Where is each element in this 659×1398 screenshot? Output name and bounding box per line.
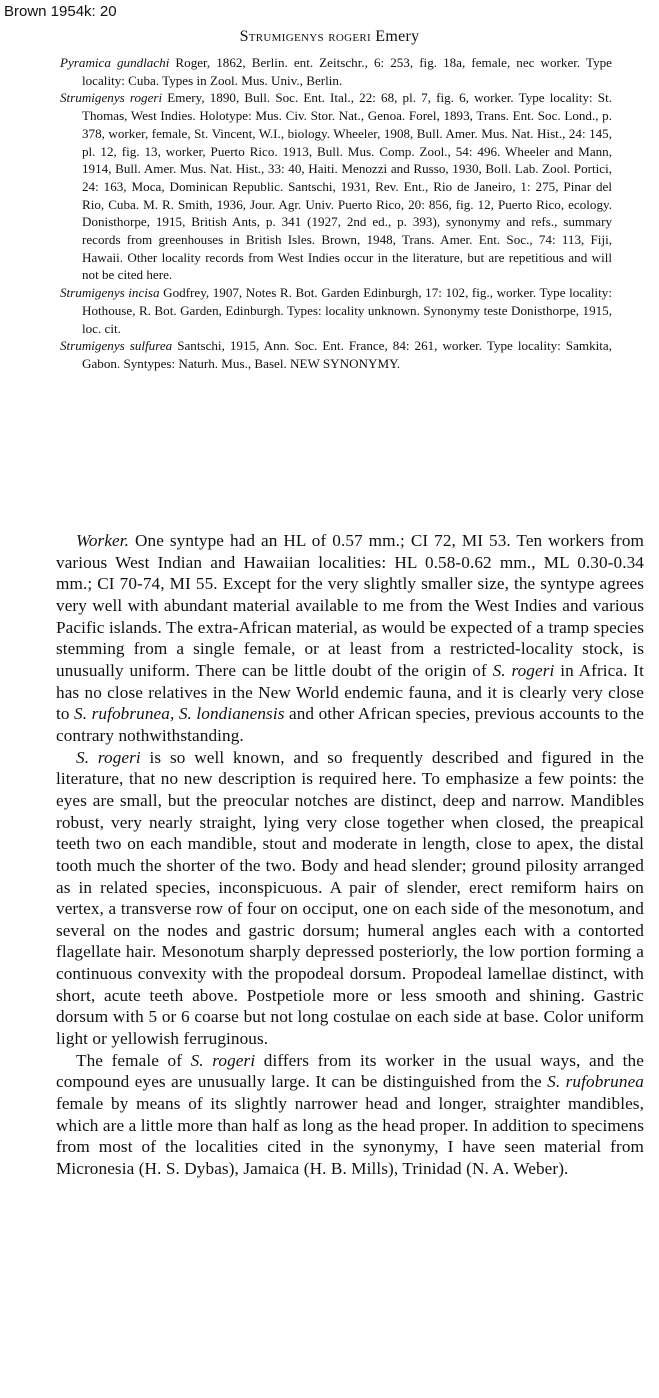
species-name: Strumigenys rogeri [239,28,371,45]
synonym-name: Pyramica gundlachi [60,55,170,70]
species-title [0,28,659,46]
species-ref: S. rogeri [492,660,555,680]
synonym-name: Strumigenys incisa [60,285,160,301]
species-ref: S. rogeri [190,1050,256,1070]
worker-heading: Worker. [76,531,130,550]
synonymy-entry [60,54,612,89]
worker-paragraph [56,530,644,747]
paragraph-text: The female of [76,1050,191,1070]
description-body [56,530,644,1180]
synonym-citation: Santschi, 1915, Ann. Soc. Ent. France, 84: 261, worker. Type locality: Samkita, Gabon. Syntypes: Naturh. Mus., Basel. NEW SYNONYMY. [82,338,612,371]
species-ref: S. rufobrunea [547,1072,644,1092]
species-ref: S. rogeri [76,747,141,767]
synonymy-entry [60,337,612,372]
synonym-citation: Roger, 1862, Berlin. ent. Zeitschr., 6: 253, fig. 18a, female, nec worker. Type locality: Cuba. Types in Zool. Mus. Univ., Berlin. [82,55,612,88]
paragraph-text: female by means of its slightly narrower head and longer, straighter mandibles, which are a little more than half as long as the head proper. In addition to specimens from most of the localities cited in the synonymy, I have seen material from Micronesia (H. S. Dybas), Jamaica (H. B. Mills), Trinidad (N. A. Weber). [56,1094,644,1179]
paragraph-text: is so well known, and so frequently described and figured in the literature, that no new description is required here. To emphasize a few points: the eyes are small, but the preocular notches are distinct, deep and narrow. Mandibles robust, very nearly straight, lying very close together when closed, the preapical teeth two on each mandible, stout and moderate in length, close to apex, the distal tooth much the shorter of the two. Body and head slender; ground pilosity arranged as in related species, inconspicuous. A pair of slender, erect remiform hairs on vertex, a transverse row of four on occiput, one on each side of the mesonotum, and several on the nodes and gastric dorsum; humeral angles each with a contorted flagellate hair. Mesonotum sharply depressed posteriorly, the low portion forming a continuous convexity with the propodeal dorsum. Propodeal lamellae distinct, with short, acute teeth above. Postpetiole more or less smooth and shining. Gastric dorsum with 5 or 6 coarse but not long costulae on each side at base. Color uniform light or yellowish ferruginous. [56,747,644,1049]
paragraph-text: and other African species, previous accounts to the contrary nothwithstanding. [56,704,644,745]
synonym-citation: Emery, 1890, Bull. Soc. Ent. Ital., 22: 68, pl. 7, fig. 6, worker. Type locality: St. Thomas, West Indies. Holotype: Mus. Civ. Stor. Nat., Genoa. Forel, 1893, Trans. Ent. Soc. Lond., p. 378, worker, female, St. Vincent, W.I., biology. Wheeler, 1908, Bull. Amer. Mus. Nat. Hist., 24: 145, pl. 12, fig. 13, worker, Puerto Rico. 1913, Bull. Mus. Comp. Zool., 54: 496. Wheeler and Mann, 1914, Bull. Amer. Mus. Nat. Hist., 33: 40, Haiti. Menozzi and Russo, 1930, Boll. Lab. Zool. Portici, 24: 163, Moca, Dominican Republic. Santschi, 1931, Rev. Ent., Rio de Janeiro, 1: 275, Pinar del Rio, Cuba. M. R. Smith, 1936, Jour. Agr. Univ. Puerto Rico, 20: 856, fig. 12, Puerto Rico, ecology. Donisthorpe, 1915, British Ants, p. 341 (1927, 2nd ed., p. 393), synonymy and refs., summary records from greenhouses in British Isles. Brown, 1948, Trans. Amer. Ent. Soc., 74: 113, Fiji, Hawaii. Other locality records from West Indies occur in the literature, but are repetitious and will not be cited here. [82,90,612,283]
page-header-label: Brown 1954k: 20 [4,3,117,20]
description-paragraph [56,747,644,1050]
synonym-name: Strumigenys rogeri [60,90,163,106]
paragraph-text: in Africa. It has no close relatives in the New World endemic fauna, and it is clearly very close to [56,660,644,724]
paragraph-text: One syntype had an HL of 0.57 mm.; CI 72, MI 53. Ten workers from various West Indian and Hawaiian localities: HL 0.58-0.62 mm., ML 0.30-0.34 mm.; CI 70-74, MI 55. Except for the very slightly smaller size, the syntype agrees very well with abundant material available to me from the West Indies and various Pacific islands. The extra-African material, as would be expected of a tramp species stemming from a single female, or at least from a restricted-locality stock, is unusually uniform. There can be little doubt of the origin of [56,531,644,680]
female-paragraph [56,1050,644,1180]
synonymy-entry [60,284,612,337]
paragraph-text: differs from its worker in the usual ways, and the compound eyes are unusually large. It can be distinguished from the [56,1050,644,1092]
species-author: Emery [375,28,420,45]
species-ref: S. rufobrunea, S. londianensis [74,704,285,724]
synonymy-list [0,54,659,373]
synonym-name: Strumigenys sulfurea [60,338,173,354]
synonymy-entry [60,89,612,284]
synonym-citation: Godfrey, 1907, Notes R. Bot. Garden Edinburgh, 17: 102, fig., worker. Type locality: Hothouse, R. Bot. Garden, Edinburgh. Types: locality unknown. Synonymy teste Donisthorpe, 1915, loc. cit. [82,285,612,336]
